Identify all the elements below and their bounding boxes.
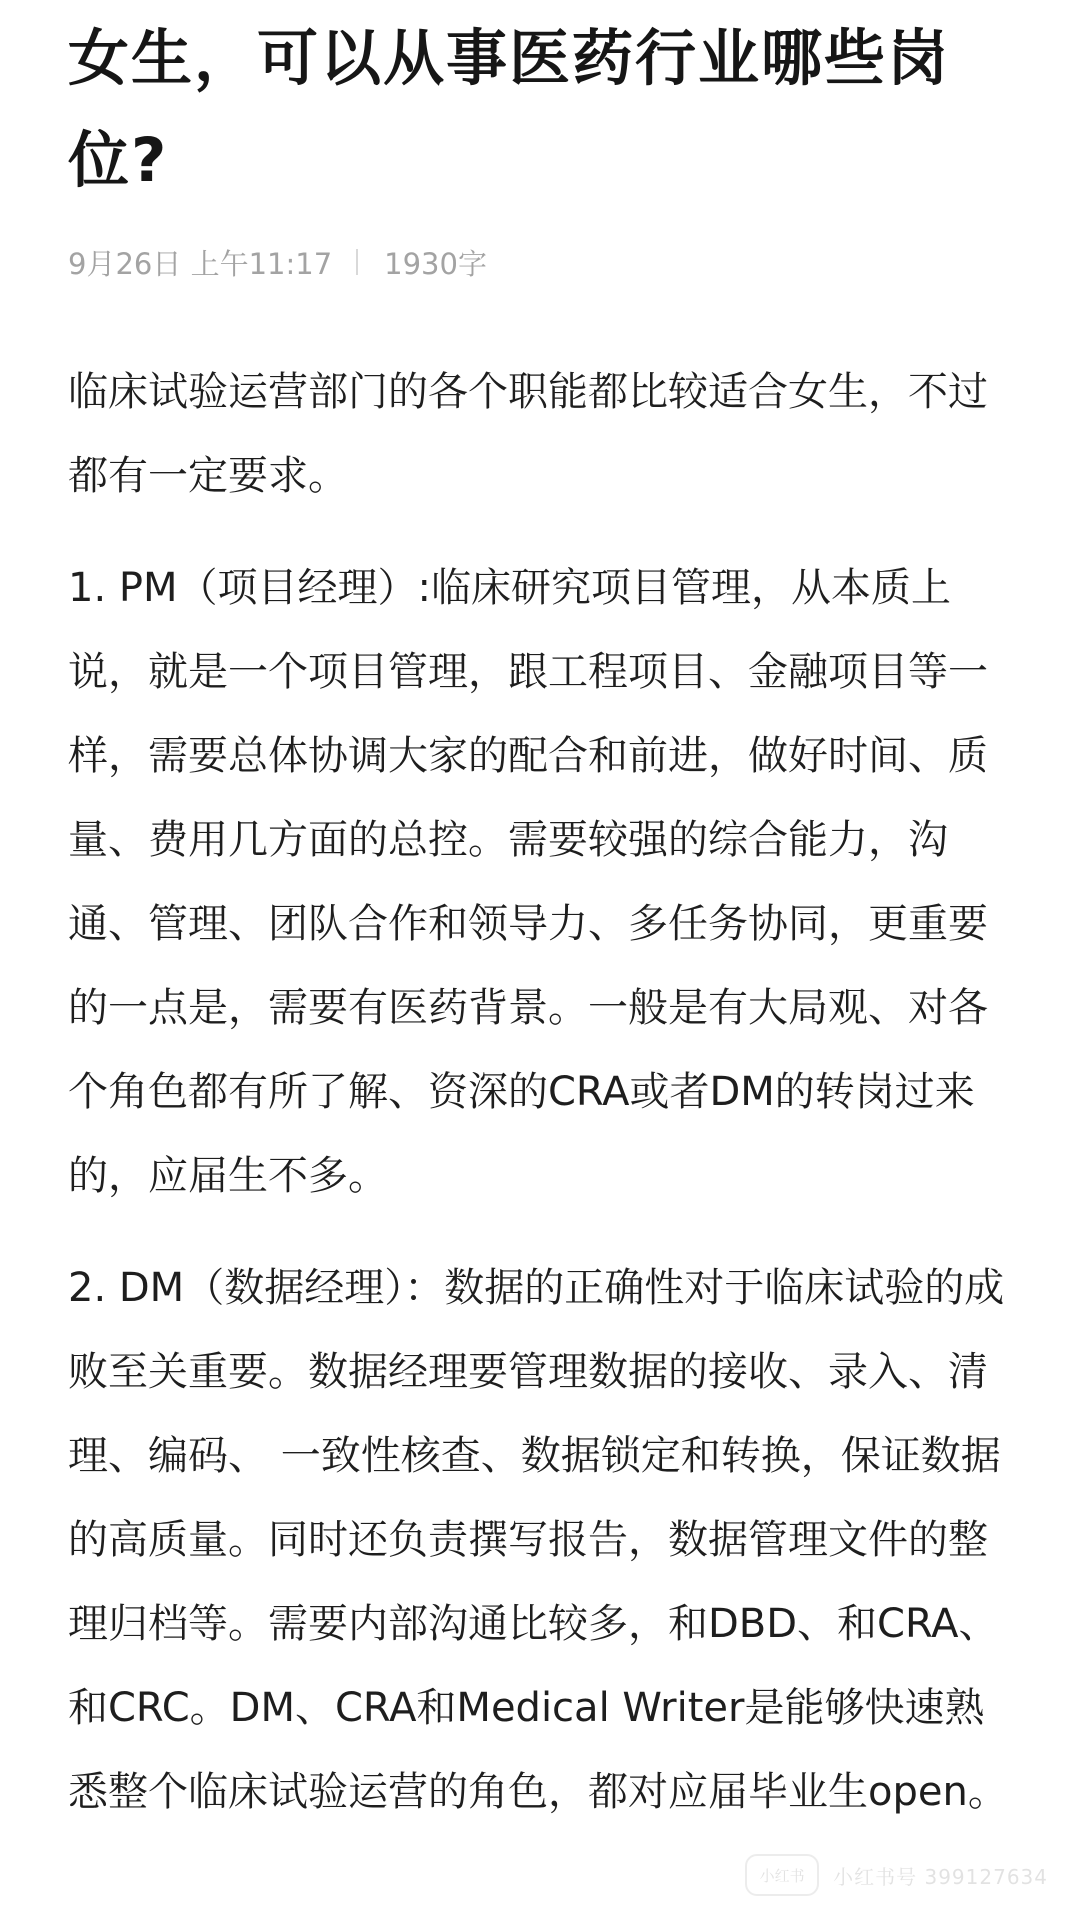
article (68, 0, 1018, 1834)
watermark (745, 1854, 1048, 1896)
word-count: 1930字 (384, 246, 487, 281)
watermark-logo (745, 1854, 819, 1896)
watermark-logo-text: 小红书 (759, 1866, 805, 1885)
paragraph-intro: 临床试验运营部门的各个职能都比较适合女生，不过都有一定要求。 (68, 369, 988, 499)
article-body (68, 350, 1018, 1834)
meta-divider (356, 249, 358, 275)
watermark-text: 小红书号 399127634 (833, 1864, 1048, 1889)
publish-date: 9月26日 上午11:17 (68, 246, 333, 281)
article-meta (68, 242, 1018, 282)
paragraph-pm: 1. PM（项目经理）:临床研究项目管理，从本质上说，就是一个项目管理，跟工程项目、金融项目等一样，需要总体协调大家的配合和前进，做好时间、质量、费用几方面的总控。需要较强的综合能力，沟通、管理、团队合作和领导力、多任务协同，更重要的一点是，需要有医药背景。一般是有大局观、对各个角色都有所了解、资深的CRA或者DM的转岗过来的，应届生不多。 (68, 565, 988, 1199)
paragraph-dm: 2. DM（数据经理）：数据的正确性对于临床试验的成败至关重要。数据经理要管理数据的接收、录入、清理、编码、 一致性核查、数据锁定和转换，保证数据的高质量。同时还负责撰写报告，数据管理文件的整理归档等。需要内部沟通比较多，和DBD、和CRA、和CRC。DM、CRA和Medical Writer是能够快速熟悉整个临床试验运营的角色，都对应届毕业生open。 (68, 1265, 1008, 1815)
article-title: 女生，可以从事医药行业哪些岗位? (68, 23, 951, 196)
